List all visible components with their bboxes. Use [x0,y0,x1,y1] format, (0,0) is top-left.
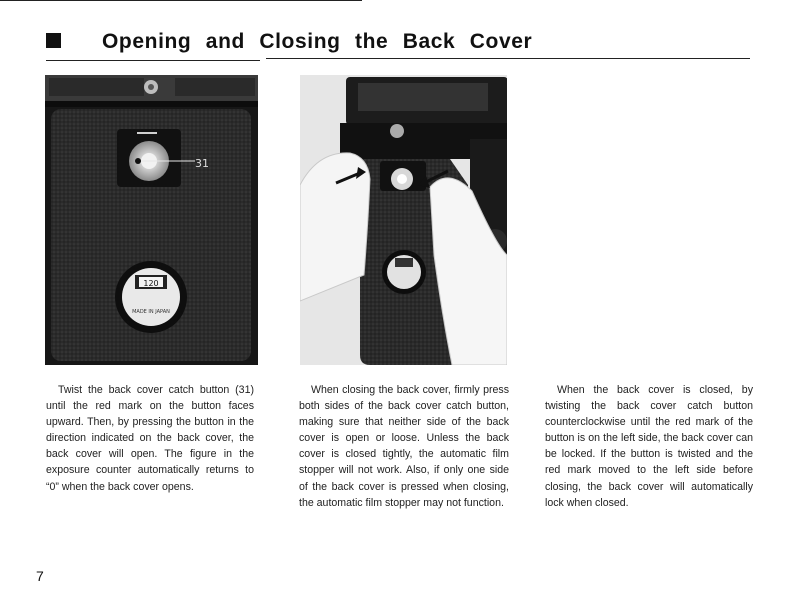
closing-back-cover-photo [300,75,507,365]
heading-underline-left [46,60,260,61]
film-window-label: 120 [143,279,159,288]
text-column-3 [545,382,753,511]
top-rule [0,0,362,1]
square-bullet-icon [46,33,61,48]
back-cover-photo [45,75,258,365]
page-number: 7 [36,568,44,584]
paragraph-opening: Twist the back cover catch button (31) until the red mark on the button faces upward. Then, by pressing the button in the direction indicated on the back cover, the back cover will open. The figure in the exposure counter automatically returns to “0” when the back cover opens. [46,384,254,493]
page-title: Opening and Closing the Back Cover [102,30,533,53]
paragraph-locking: When the back cover is closed, by twisting the back cover catch button counterclockwise until the red mark of the button is on the left side, the back cover can be locked. If the button is twisted and the red mark moved to the left side before closing, the back cover will automatically lock when closed. [545,384,753,509]
paragraph-closing: When closing the back cover, firmly press both sides of the back cover catch button, making sure that neither side of the back cover is open or loose. Unless the back cover is closed tightly, the automatic film stopper will not work. Also, if only one side of the back cover is pressed when closing, the automatic film stopper may not function. [299,384,509,509]
text-column-2 [299,382,509,511]
section-heading [46,30,750,62]
made-in-japan-badge: MADE IN JAPAN [132,309,170,315]
text-column-1 [46,382,254,495]
heading-underline-right [266,58,750,59]
callout-number: 31 [195,157,209,170]
